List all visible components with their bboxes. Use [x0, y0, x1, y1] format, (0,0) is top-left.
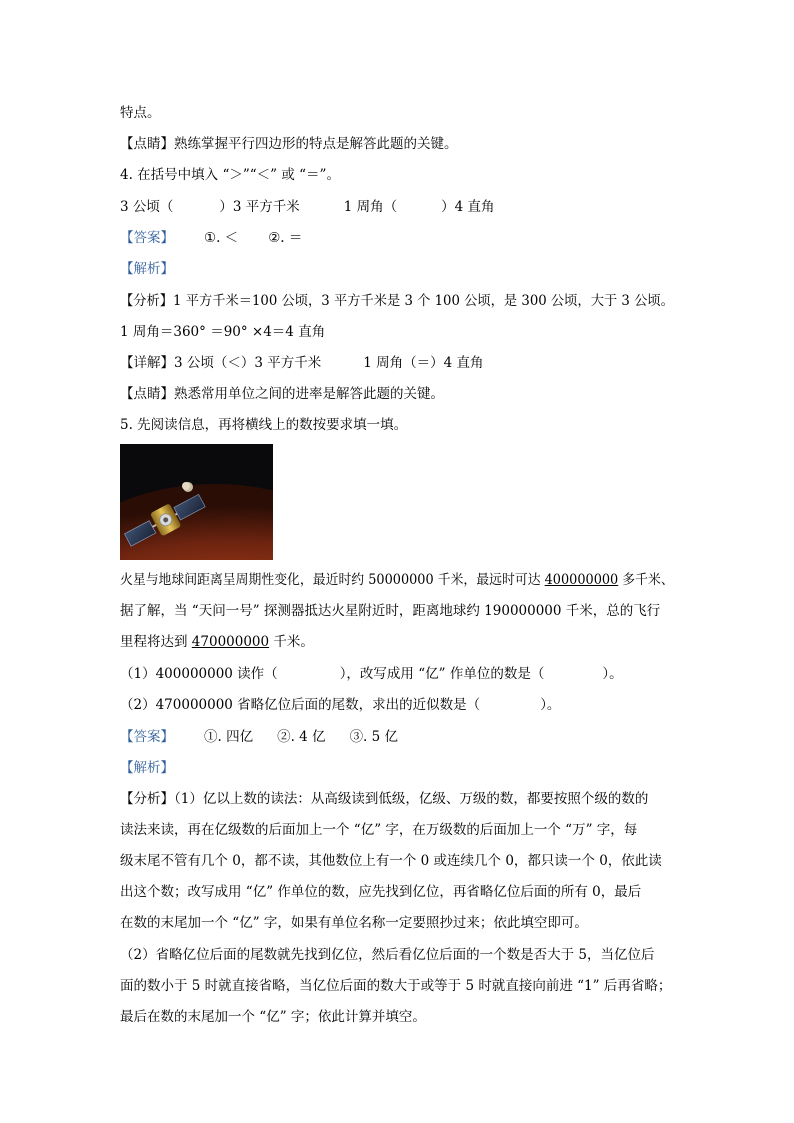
sub-question-1 [120, 665, 623, 683]
info-paragraph-line [120, 571, 674, 589]
analysis-line: 出这个数；改写成用 “亿” 作单位的数，应先找到亿位，再省略亿位后面的所有 0，最后 [120, 884, 642, 900]
answer-1: ①. 四亿 [204, 729, 254, 745]
key-point-line: 【点睛】熟练掌握平行四边形的特点是解答此题的关键。 [120, 136, 458, 152]
sub-question-text: （2）470000000 省略亿位后面的尾数，求出的近似数是（ [120, 697, 481, 713]
detail-line [120, 354, 484, 372]
analysis-line: 【分析】（1）亿以上数的读法：从高级读到低级，亿级、万级的数，都要按照个级的数的 [120, 791, 649, 807]
text-line: 特点。 [120, 105, 161, 121]
underlined-number: 470000000 [191, 634, 270, 650]
analysis-line: 读法来读，再在亿级数的后面加上一个 “亿” 字，在万级数的后面加上一个 “万” 字，每 [120, 822, 638, 838]
sub-question-text: （1）400000000 读作（ [120, 666, 278, 682]
answer-line-5 [120, 728, 398, 746]
key-point-line: 【点睛】熟悉常用单位之间的进率是解答此题的关键。 [120, 386, 444, 402]
analysis-line: 1 周角＝360° ＝90° ×4＝4 直角 [120, 324, 326, 340]
mars-probe-image [120, 444, 273, 560]
analysis-line: 级末尾不管有几个 0，都不读，其他数位上有一个 0 或连续几个 0，都只读一个 0，依此读 [120, 853, 662, 869]
analysis-line: 在数的末尾加一个 “亿” 字，如果有单位名称一定要照抄过来；依此填空即可。 [120, 915, 588, 931]
analysis-line: 【分析】1 平方千米＝100 公顷，3 平方千米是 3 个 100 公顷，是 300 公顷，大于 3 公顷。 [120, 293, 674, 309]
detail-part-2: 1 周角（＝）4 直角 [363, 355, 484, 371]
answer-2: ②. 4 亿 [277, 729, 326, 745]
question-4-title: 4. 在括号中填入 “＞”“＜” 或 “＝”。 [120, 167, 340, 183]
blank-1-right: ）3 平方千米 [219, 199, 300, 215]
sub-question-2 [120, 696, 560, 714]
info-paragraph-line: 据了解，当 “天问一号” 探测器抵达火星附近时，距离地球约 190000000 千米，总的飞行 [120, 603, 661, 619]
info-text: 千米。 [269, 634, 314, 650]
answer-1: ①. ＜ [204, 230, 239, 246]
blank-2-right: ）4 直角 [441, 199, 495, 215]
info-text: 多千米、 [618, 572, 674, 588]
analysis-line: 最后在数的末尾加一个 “亿” 字；依此计算并填空。 [120, 1009, 426, 1025]
question-5-title: 5. 先阅读信息，再将横线上的数按要求填一填。 [120, 417, 408, 433]
info-text: 里程将达到 [120, 634, 192, 650]
underlined-number: 400000000 [544, 572, 619, 588]
info-paragraph-line [120, 633, 314, 651]
sub-question-text: ）。 [540, 697, 561, 713]
analysis-line: 面的数小于 5 时就直接省略，当亿位后面的数大于或等于 5 时就直接向前进 “1” 后再省略； [120, 978, 672, 994]
detail-part-1: 【详解】3 公顷（＜）3 平方千米 [120, 355, 322, 371]
info-text: 火星与地球间距离呈周期性变化，最近时约 50000000 千米，最远时可达 [120, 572, 545, 588]
analysis-tag: 【解析】 [120, 760, 174, 776]
answer-3: ③. 5 亿 [349, 729, 399, 745]
analysis-tag: 【解析】 [120, 261, 174, 277]
answer-line-4 [120, 229, 302, 247]
sub-question-text: ），改写成用 “亿” 作单位的数是（ [339, 666, 545, 682]
blank-2-left: 1 周角（ [343, 199, 398, 215]
answer-tag: 【答案】 [120, 729, 174, 745]
analysis-line: （2）省略亿位后面的尾数就先找到亿位，然后看亿位后面的一个数是否大于 5，当亿位后 [120, 947, 655, 963]
sub-question-text: ）。 [602, 666, 623, 682]
answer-2: ②. ＝ [268, 230, 303, 246]
answer-tag: 【答案】 [120, 230, 174, 246]
question-4-blanks [120, 198, 495, 216]
blank-1-left: 3 公顷（ [120, 199, 174, 215]
